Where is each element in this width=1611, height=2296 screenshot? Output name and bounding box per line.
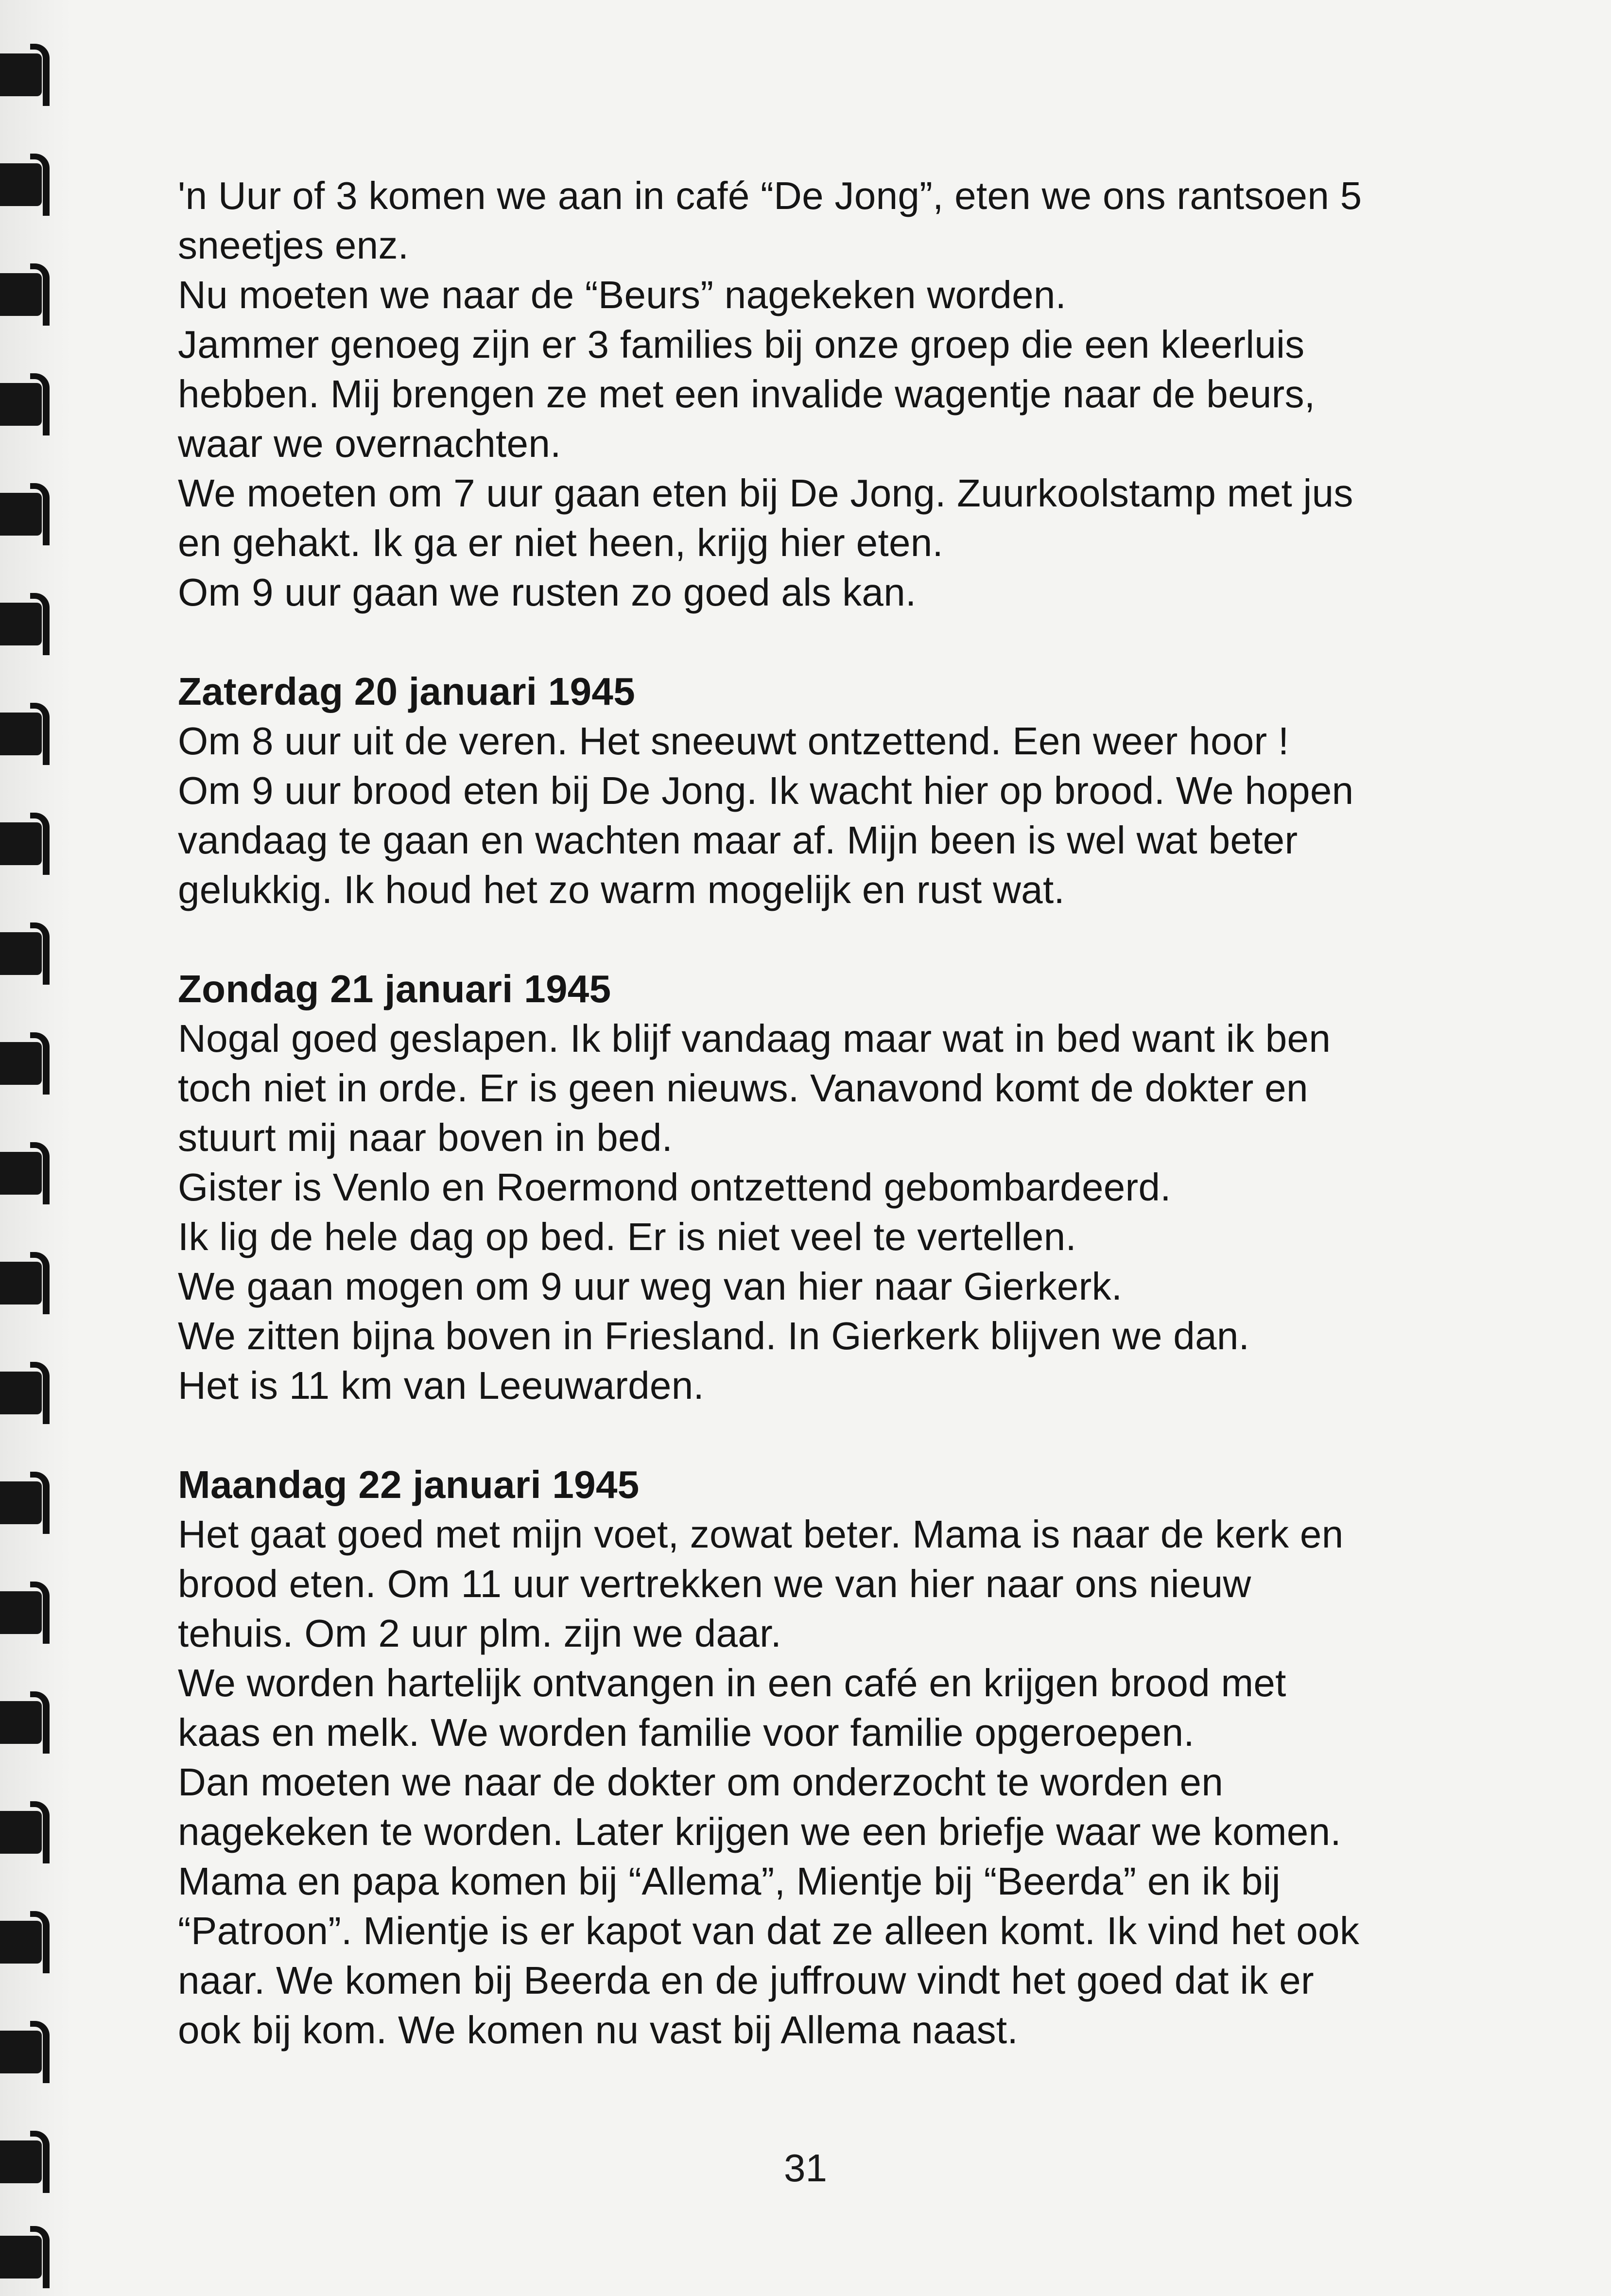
text-line: Ik lig de hele dag op bed. Er is niet veel te vertellen. — [178, 1215, 1077, 1258]
text-line: Om 9 uur gaan we rusten zo goed als kan. — [178, 571, 917, 614]
text-line: Gister is Venlo en Roermond ontzettend gebombardeerd. — [178, 1165, 1171, 1209]
binding-ring — [0, 1252, 54, 1316]
text-line: toch niet in orde. Er is geen nieuws. Vanavond komt de dokter en — [178, 1066, 1308, 1110]
entry-date-heading: Maandag 22 januari 1945 — [178, 1463, 640, 1506]
text-line: stuurt mij naar boven in bed. — [178, 1116, 673, 1159]
text-line: Het gaat goed met mijn voet, zowat beter. Mama is naar de kerk en — [178, 1513, 1344, 1556]
entry-date-heading: Zaterdag 20 januari 1945 — [178, 670, 635, 713]
diary-entry-sunday — [178, 964, 1519, 1410]
binding-ring — [0, 2226, 54, 2290]
page-number: 31 — [784, 2146, 827, 2190]
diary-entry-monday — [178, 1460, 1519, 2055]
text-line: nagekeken te worden. Later krijgen we een briefje waar we komen. — [178, 1810, 1341, 1853]
text-line: gelukkig. Ik houd het zo warm mogelijk en rust wat. — [178, 868, 1065, 911]
text-line: Het is 11 km van Leeuwarden. — [178, 1364, 705, 1407]
text-line: tehuis. Om 2 uur plm. zijn we daar. — [178, 1612, 782, 1655]
text-line: kaas en melk. We worden familie voor familie opgeroepen. — [178, 1711, 1195, 1754]
text-line: We worden hartelijk ontvangen in een café en krijgen brood met — [178, 1661, 1286, 1705]
binding-ring — [0, 703, 54, 767]
text-line: Nogal goed geslapen. Ik blijf vandaag maar wat in bed want ik ben — [178, 1017, 1331, 1060]
diary-text — [178, 171, 1519, 2055]
binding-ring — [0, 44, 54, 108]
diary-entry-saturday — [178, 667, 1519, 915]
spiral-binding — [0, 0, 73, 2296]
text-line: hebben. Mij brengen ze met een invalide wagentje naar de beurs, — [178, 372, 1316, 416]
text-line: “Patroon”. Mientje is er kapot van dat ze alleen komt. Ik vind het ook — [178, 1909, 1360, 1952]
binding-ring — [0, 813, 54, 877]
text-line: brood eten. Om 11 uur vertrekken we van hier naar ons nieuw — [178, 1562, 1251, 1605]
binding-ring — [0, 1911, 54, 1975]
text-line: Dan moeten we naar de dokter om onderzocht te worden en — [178, 1760, 1224, 1804]
text-line: We moeten om 7 uur gaan eten bij De Jong. Zuurkoolstamp met jus — [178, 471, 1353, 515]
text-line: Jammer genoeg zijn er 3 families bij onze groep die een kleerluis — [178, 323, 1305, 366]
binding-ring — [0, 922, 54, 987]
text-line: en gehakt. Ik ga er niet heen, krijg hier eten. — [178, 521, 944, 564]
binding-ring — [0, 1032, 54, 1096]
binding-ring — [0, 483, 54, 547]
binding-ring — [0, 1691, 54, 1756]
text-line: vandaag te gaan en wachten maar af. Mijn been is wel wat beter — [178, 818, 1298, 862]
binding-ring — [0, 1362, 54, 1426]
text-line: Om 9 uur brood eten bij De Jong. Ik wacht hier op brood. We hopen — [178, 769, 1354, 812]
text-line: naar. We komen bij Beerda en de juffrouw vindt het goed dat ik er — [178, 1959, 1314, 2002]
binding-ring — [0, 1472, 54, 1536]
binding-ring — [0, 373, 54, 437]
text-line: Nu moeten we naar de “Beurs” nagekeken worden. — [178, 273, 1067, 316]
text-line: ook bij kom. We komen nu vast bij Allema naast. — [178, 2008, 1018, 2052]
binding-ring — [0, 1142, 54, 1206]
binding-ring — [0, 154, 54, 218]
binding-ring — [0, 2021, 54, 2085]
text-line: We zitten bijna boven in Friesland. In Gierkerk blijven we dan. — [178, 1314, 1250, 1357]
text-line: 'n Uur of 3 komen we aan in café “De Jong”, eten we ons rantsoen 5 — [178, 174, 1362, 217]
text-line: waar we overnachten. — [178, 422, 561, 465]
binding-ring — [0, 263, 54, 328]
entry-date-heading: Zondag 21 januari 1945 — [178, 967, 611, 1010]
text-line: We gaan mogen om 9 uur weg van hier naar Gierkerk. — [178, 1265, 1123, 1308]
text-line: sneetjes enz. — [178, 224, 409, 267]
binding-ring — [0, 1582, 54, 1646]
binding-ring — [0, 593, 54, 657]
text-line: Om 8 uur uit de veren. Het sneeuwt ontzettend. Een weer hoor ! — [178, 719, 1289, 763]
intro-paragraph — [178, 171, 1519, 617]
binding-ring — [0, 1801, 54, 1865]
text-line: Mama en papa komen bij “Allema”, Mientje bij “Beerda” en ik bij — [178, 1860, 1281, 1903]
